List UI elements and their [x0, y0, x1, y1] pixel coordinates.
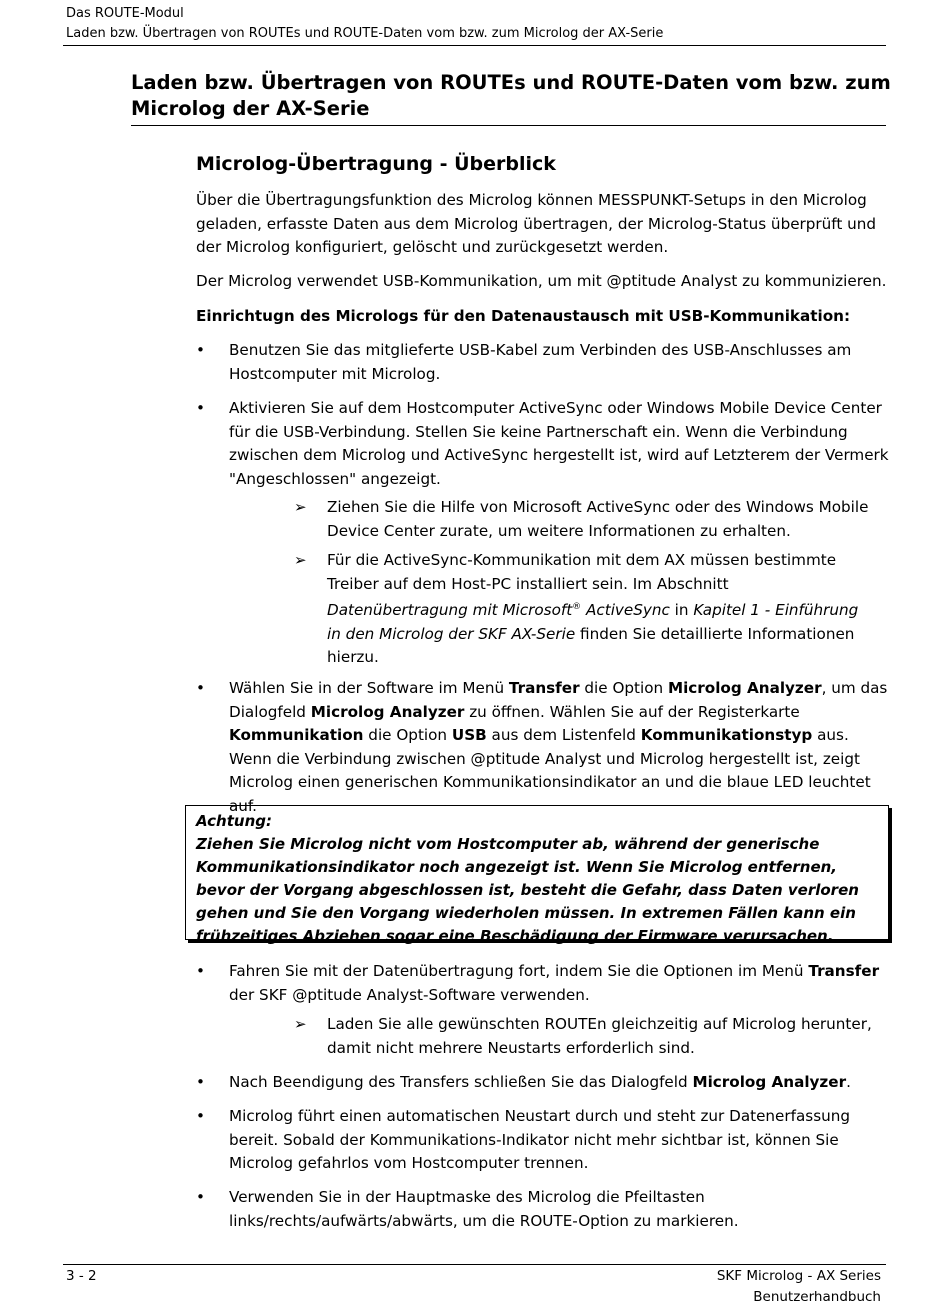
warning-text: Ziehen Sie Microlog nicht vom Hostcomputer ab, während der generische Kommunikationsindikator noch angezeigt ist. Wenn Sie Microlog entfernen, bevor der Vorgang abgeschlossen ist, besteht die Gefahr, dass Daten verloren gehen und Sie den Vorgang wiederholen müssen. In extremen Fällen kann ein frühzeitiges Abziehen sogar eine Beschädigung der Firmware verursachen.: [196, 835, 859, 945]
bullet-restart: Microlog führt einen automatischen Neustart durch und steht zur Datenerfassung bereit. Sobald der Kommunikations-Indikator nicht mehr sichtbar ist, können Sie Microlog gefahrlos vom Hostcomputer trennen.: [229, 1107, 851, 1172]
page-number: 3 - 2: [66, 1268, 97, 1284]
usb-paragraph: Der Microlog verwendet USB-Kommunikation, um mit @ptitude Analyst zu kommunizieren.: [196, 272, 887, 290]
arrow-bullet-icon: ➢: [294, 1015, 307, 1033]
arrow-bullet-icon: ➢: [294, 551, 307, 569]
page-title: Laden bzw. Übertragen von ROUTEs und ROUTE-Daten vom bzw. zum Microlog der AX-Serie: [131, 71, 891, 120]
warning-box: [185, 805, 889, 945]
bullet-transfer-menu: Wählen Sie in der Software im Menü Transfer die Option Microlog Analyzer, um das Dialogfeld Microlog Analyzer zu öffnen. Wählen Sie auf der Registerkarte Kommunikation die Option USB aus dem Listenfeld Kommunikationstyp aus. Wenn die Verbindung zwischen @ptitude Analyst und Microlog hergestellt ist, zeigt Microlog einen generischen Kommunikationsindikator an und die blaue LED leuchtet auf.: [229, 679, 888, 815]
title-rule: [131, 125, 886, 126]
bullet-marker: •: [196, 1188, 205, 1206]
header-rule: [63, 45, 886, 46]
bullet-marker: •: [196, 341, 205, 359]
subbullet-help: Ziehen Sie die Hilfe von Microsoft ActiveSync oder des Windows Mobile Device Center zurate, um weitere Informationen zu erhalten.: [327, 498, 869, 540]
bullet-close-dialog: Nach Beendigung des Transfers schließen Sie das Dialogfeld Microlog Analyzer.: [229, 1073, 851, 1091]
subbullet-load-routes: Laden Sie alle gewünschten ROUTEn gleichzeitig auf Microlog herunter, damit nicht mehrere Neustarts erforderlich sind.: [327, 1015, 872, 1057]
running-header-chapter: Das ROUTE-Modul: [66, 6, 184, 21]
bullet-marker: •: [196, 679, 205, 697]
intro-paragraph: Über die Übertragungsfunktion des Microlog können MESSPUNKT-Setups in den Microlog geladen, erfasste Daten aus dem Micrоlog übertragen, der Micrоlog-Status überprüft und der Microlog konfiguriert, gelöscht und zurückgesetzt werden.: [196, 191, 877, 256]
section-heading: Microlog-Übertragung - Überblick: [196, 153, 556, 175]
warning-label: Achtung:: [196, 812, 272, 830]
running-header-section: Laden bzw. Übertragen von ROUTEs und ROUTE-Daten vom bzw. zum Microlog der AX-Serie: [66, 26, 664, 41]
bullet-marker: •: [196, 1073, 205, 1091]
bullet-usb-cable: Benutzen Sie das mitglieferte USB-Kabel zum Verbinden des USB-Anschlusses am Hostcomputer mit Microlog.: [229, 341, 852, 383]
setup-heading: Einrichtugn des Micrologs für den Datenaustausch mit USB-Kommunikation:: [196, 307, 851, 325]
bullet-arrow-keys: Verwenden Sie in der Hauptmaske des Microlog die Pfeiltasten links/rechts/aufwärts/abwärts, um die ROUTE-Option zu markieren.: [229, 1188, 739, 1230]
bullet-marker: •: [196, 1107, 205, 1125]
footer-product: SKF Microlog - AX Series: [716, 1268, 881, 1284]
subbullet-drivers: Für die ActiveSync-Kommunikation mit dem AX müssen bestimmte Treiber auf dem Host-PC installiert sein. Im Abschnitt Datenübertragung mit Microsoft® ActiveSync in Kapitel 1 - Einführung in den Micrоlog der SKF AX-Serie finden Sie detaillierte Informationen hierzu.: [327, 551, 859, 667]
bullet-activesync: Aktivieren Sie auf dem Hostcomputer ActiveSync oder Windows Mobile Device Center für die USB-Verbindung. Stellen Sie keine Partnerschaft ein. Wenn die Verbindung zwischen dem Microlog und ActiveSync hergestellt ist, wird auf Letzterem der Vermerk "Angeschlossen" angezeigt.: [229, 399, 889, 488]
bullet-marker: •: [196, 399, 205, 417]
arrow-bullet-icon: ➢: [294, 498, 307, 516]
bullet-marker: •: [196, 962, 205, 980]
bullet-continue-transfer: Fahren Sie mit der Datenübertragung fort, indem Sie die Optionen im Menü Transfer der SKF @ptitude Analyst-Software verwenden.: [229, 962, 880, 1004]
footer-doc-type: Benutzerhandbuch: [753, 1289, 881, 1305]
